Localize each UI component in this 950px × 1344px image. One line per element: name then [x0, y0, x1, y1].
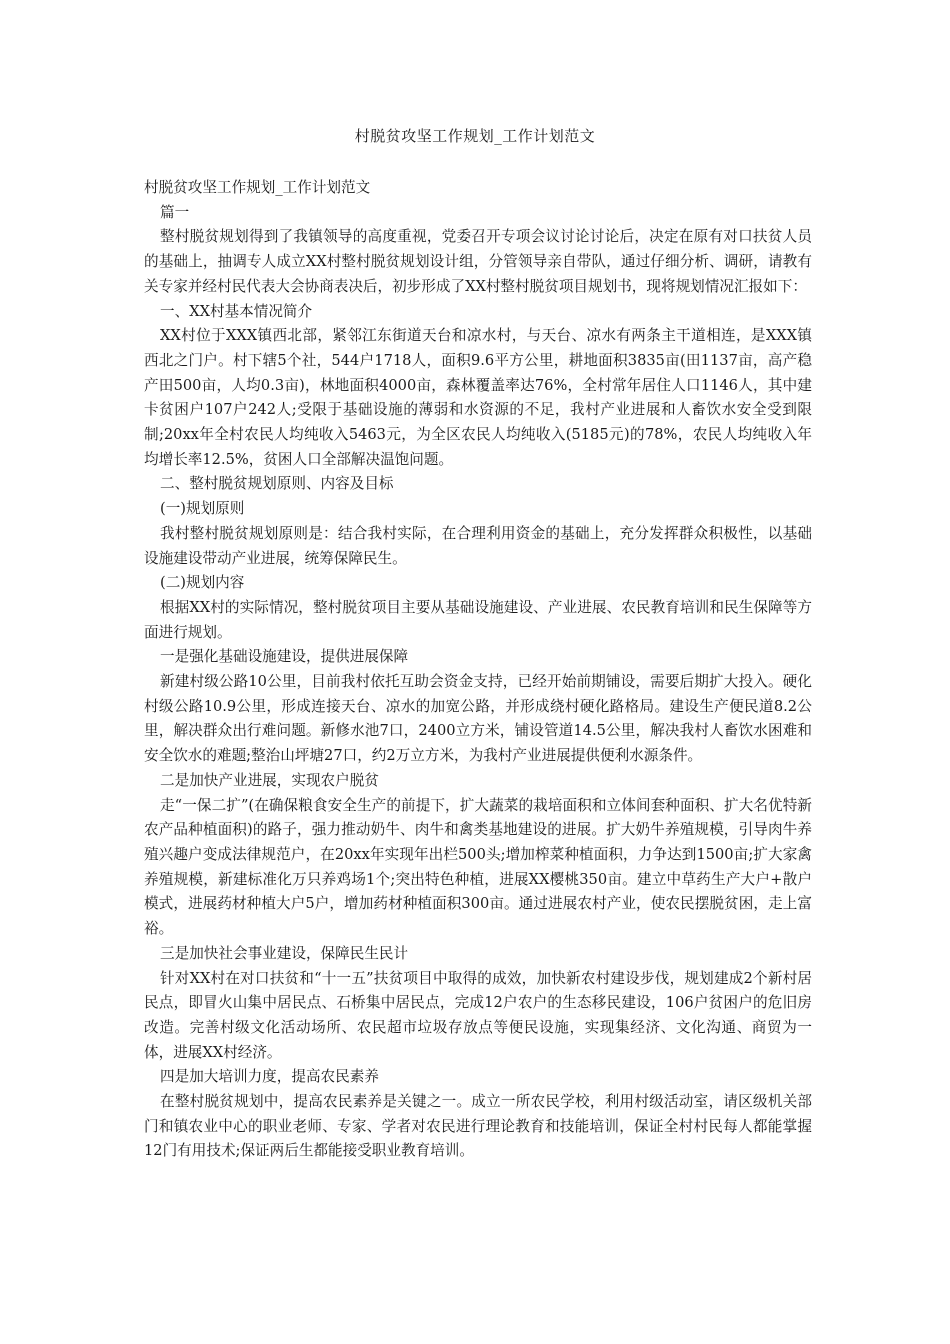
paragraph: 四是加大培训力度，提高农民素养	[160, 1068, 379, 1086]
paragraph: (一)规划原则	[160, 500, 245, 518]
paragraph: 二是加快产业进展，实现农户脱贫	[160, 771, 379, 789]
document-title: 村脱贫攻坚工作规划_工作计划范文	[354, 127, 596, 145]
paragraph: 一、XX村基本情况简介	[160, 302, 313, 320]
paragraph: 走“一保二扩”(在确保粮食安全生产的前提下，扩大蔬菜的栽培面积和立体间套种面积、扩大名优特新农产品种植面积)的路子，强力推动奶牛、肉牛和禽类基地建设的进展。扩大奶牛养殖规模，引导肉牛养殖兴趣户变成法律规范户，在20xx年实现年出栏500头;增加榨菜种植面积，力争达到1500亩;扩大家禽养殖规模，新建标准化万只养鸡场1个;突出特色种植，进展XX樱桃350亩。建立中草药生产大户+散户模式，进展药材种植大户5户，增加药材种植面积300亩。通过进展农村产业，使农民摆脱贫困，走上富裕。	[144, 796, 812, 938]
document-body	[144, 176, 812, 1164]
paragraph: 篇一	[160, 203, 190, 221]
paragraph: 整村脱贫规划得到了我镇领导的高度重视，党委召开专项会议讨论讨论后，决定在原有对口扶贫人员的基础上，抽调专人成立XX村整村脱贫规划设计组，分管领导亲自带队，通过仔细分析、调研，请教有关专家并经村民代表大会协商表决后，初步形成了XX村整村脱贫项目规划书，现将规划情况汇报如下：	[144, 228, 812, 295]
paragraph: 三是加快社会事业建设，保障民生民计	[160, 944, 409, 962]
paragraph: 村脱贫攻坚工作规划_工作计划范文	[144, 179, 371, 196]
paragraph: 一是强化基础设施建设，提供进展保障	[160, 648, 409, 666]
paragraph: 在整村脱贫规划中，提高农民素养是关键之一。成立一所农民学校，利用村级活动室，请区级机关部门和镇农业中心的职业老师、专家、学者对农民进行理论教育和技能培训，保证全村村民每人都能掌握12门有用技术;保证两后生都能接受职业教育培训。	[144, 1093, 812, 1160]
paragraph: 根据XX村的实际情况，整村脱贫项目主要从基础设施建设、产业进展、农民教育培训和民生保障等方面进行规划。	[144, 598, 812, 641]
paragraph: 新建村级公路10公里，目前我村依托互助会资金支持，已经开始前期铺设，需要后期扩大投入。硬化村级公路10.9公里，形成连接天台、凉水的加宽公路，并形成绕村硬化路格局。建设生产便民道8.2公里，解决群众出行难问题。新修水池7口，2400立方米，铺设管道14.5公里，解决我村人畜饮水困难和安全饮水的难题;整治山坪塘27口，约2万立方米，为我村产业进展提供便利水源条件。	[144, 673, 812, 765]
paragraph: 二、整村脱贫规划原则、内容及目标	[160, 475, 394, 493]
paragraph: 我村整村脱贫规划原则是：结合我村实际，在合理利用资金的基础上，充分发挥群众积极性，以基础设施建设带动产业进展，统筹保障民生。	[144, 524, 812, 567]
paragraph: 针对XX村在对口扶贫和“十一五”扶贫项目中取得的成效，加快新农村建设步伐，规划建成2个新村居民点，即冒火山集中居民点、石桥集中居民点，完成12户农户的生态移民建设，106户贫困户的危旧房改造。完善村级文化活动场所、农民超市垃圾存放点等便民设施，实现集经济、文化沟通、商贸为一体，进展XX村经济。	[144, 969, 812, 1061]
paragraph: XX村位于XXX镇西北部，紧邻江东街道天台和凉水村，与天台、凉水有两条主干道相连，是XXX镇西北之门户。村下辖5个社，544户1718人，面积9.6平方公里，耕地面积3835亩(田1137亩，高产稳产田500亩，人均0.3亩)，林地面积4000亩，森林覆盖率达76%，全村常年居住人口1146人，其中建卡贫困户107户242人;受限于基础设施的薄弱和水资源的不足，我村产业进展和人畜饮水安全受到限制;20xx年全村农民人均纯收入5463元，为全区农民人均纯收入(5185元)的78%，农民人均纯收入年均增长率12.5%，贫困人口全部解决温饱问题。	[144, 327, 812, 468]
paragraph: (二)规划内容	[160, 574, 245, 592]
